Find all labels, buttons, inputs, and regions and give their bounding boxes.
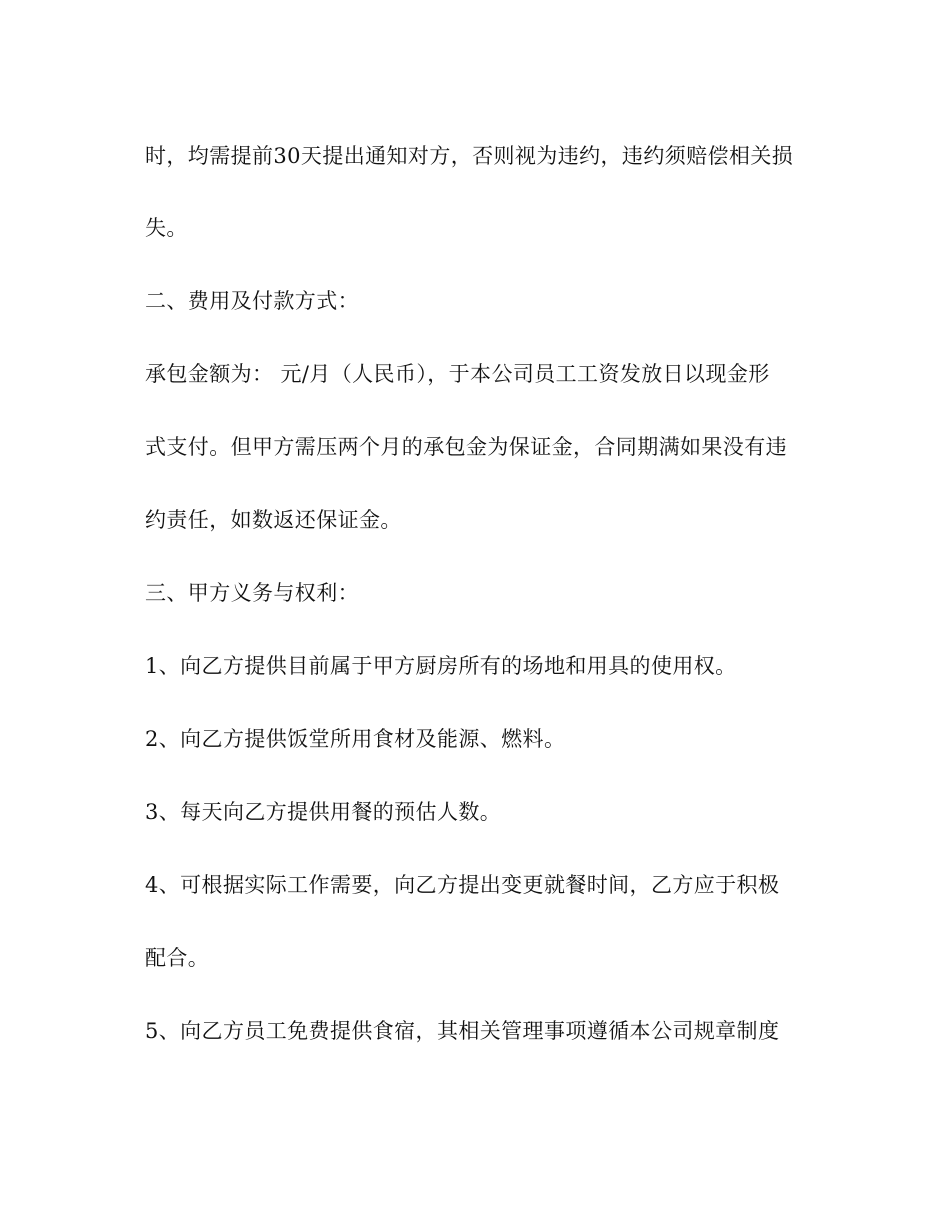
list-item: 1、向乙方提供目前属于甲方厨房所有的场地和用具的使用权。 xyxy=(145,654,737,678)
text-line: 承包金额为： 元/月（人民币），于本公司员工工资发放日以现金形 xyxy=(145,362,770,386)
text-line: 时，均需提前30天提出通知对方，否则视为违约，违约须赔偿相关损 xyxy=(145,144,794,168)
list-item: 4、可根据实际工作需要，向乙方提出变更就餐时间，乙方应于积极 xyxy=(145,873,780,897)
list-item: 3、每天向乙方提供用餐的预估人数。 xyxy=(145,800,502,824)
text-line: 失。 xyxy=(145,216,188,240)
text-line: 约责任，如数返还保证金。 xyxy=(145,508,402,532)
list-item: 2、向乙方提供饭堂所用食材及能源、燃料。 xyxy=(145,727,566,751)
section-heading: 二、费用及付款方式： xyxy=(145,289,359,313)
text-line: 式支付。但甲方需压两个月的承包金为保证金，合同期满如果没有违 xyxy=(145,435,787,459)
section-heading: 三、甲方义务与权利： xyxy=(145,581,359,605)
text-line: 配合。 xyxy=(145,946,210,970)
list-item: 5、向乙方员工免费提供食宿，其相关管理事项遵循本公司规章制度 xyxy=(145,1019,780,1043)
